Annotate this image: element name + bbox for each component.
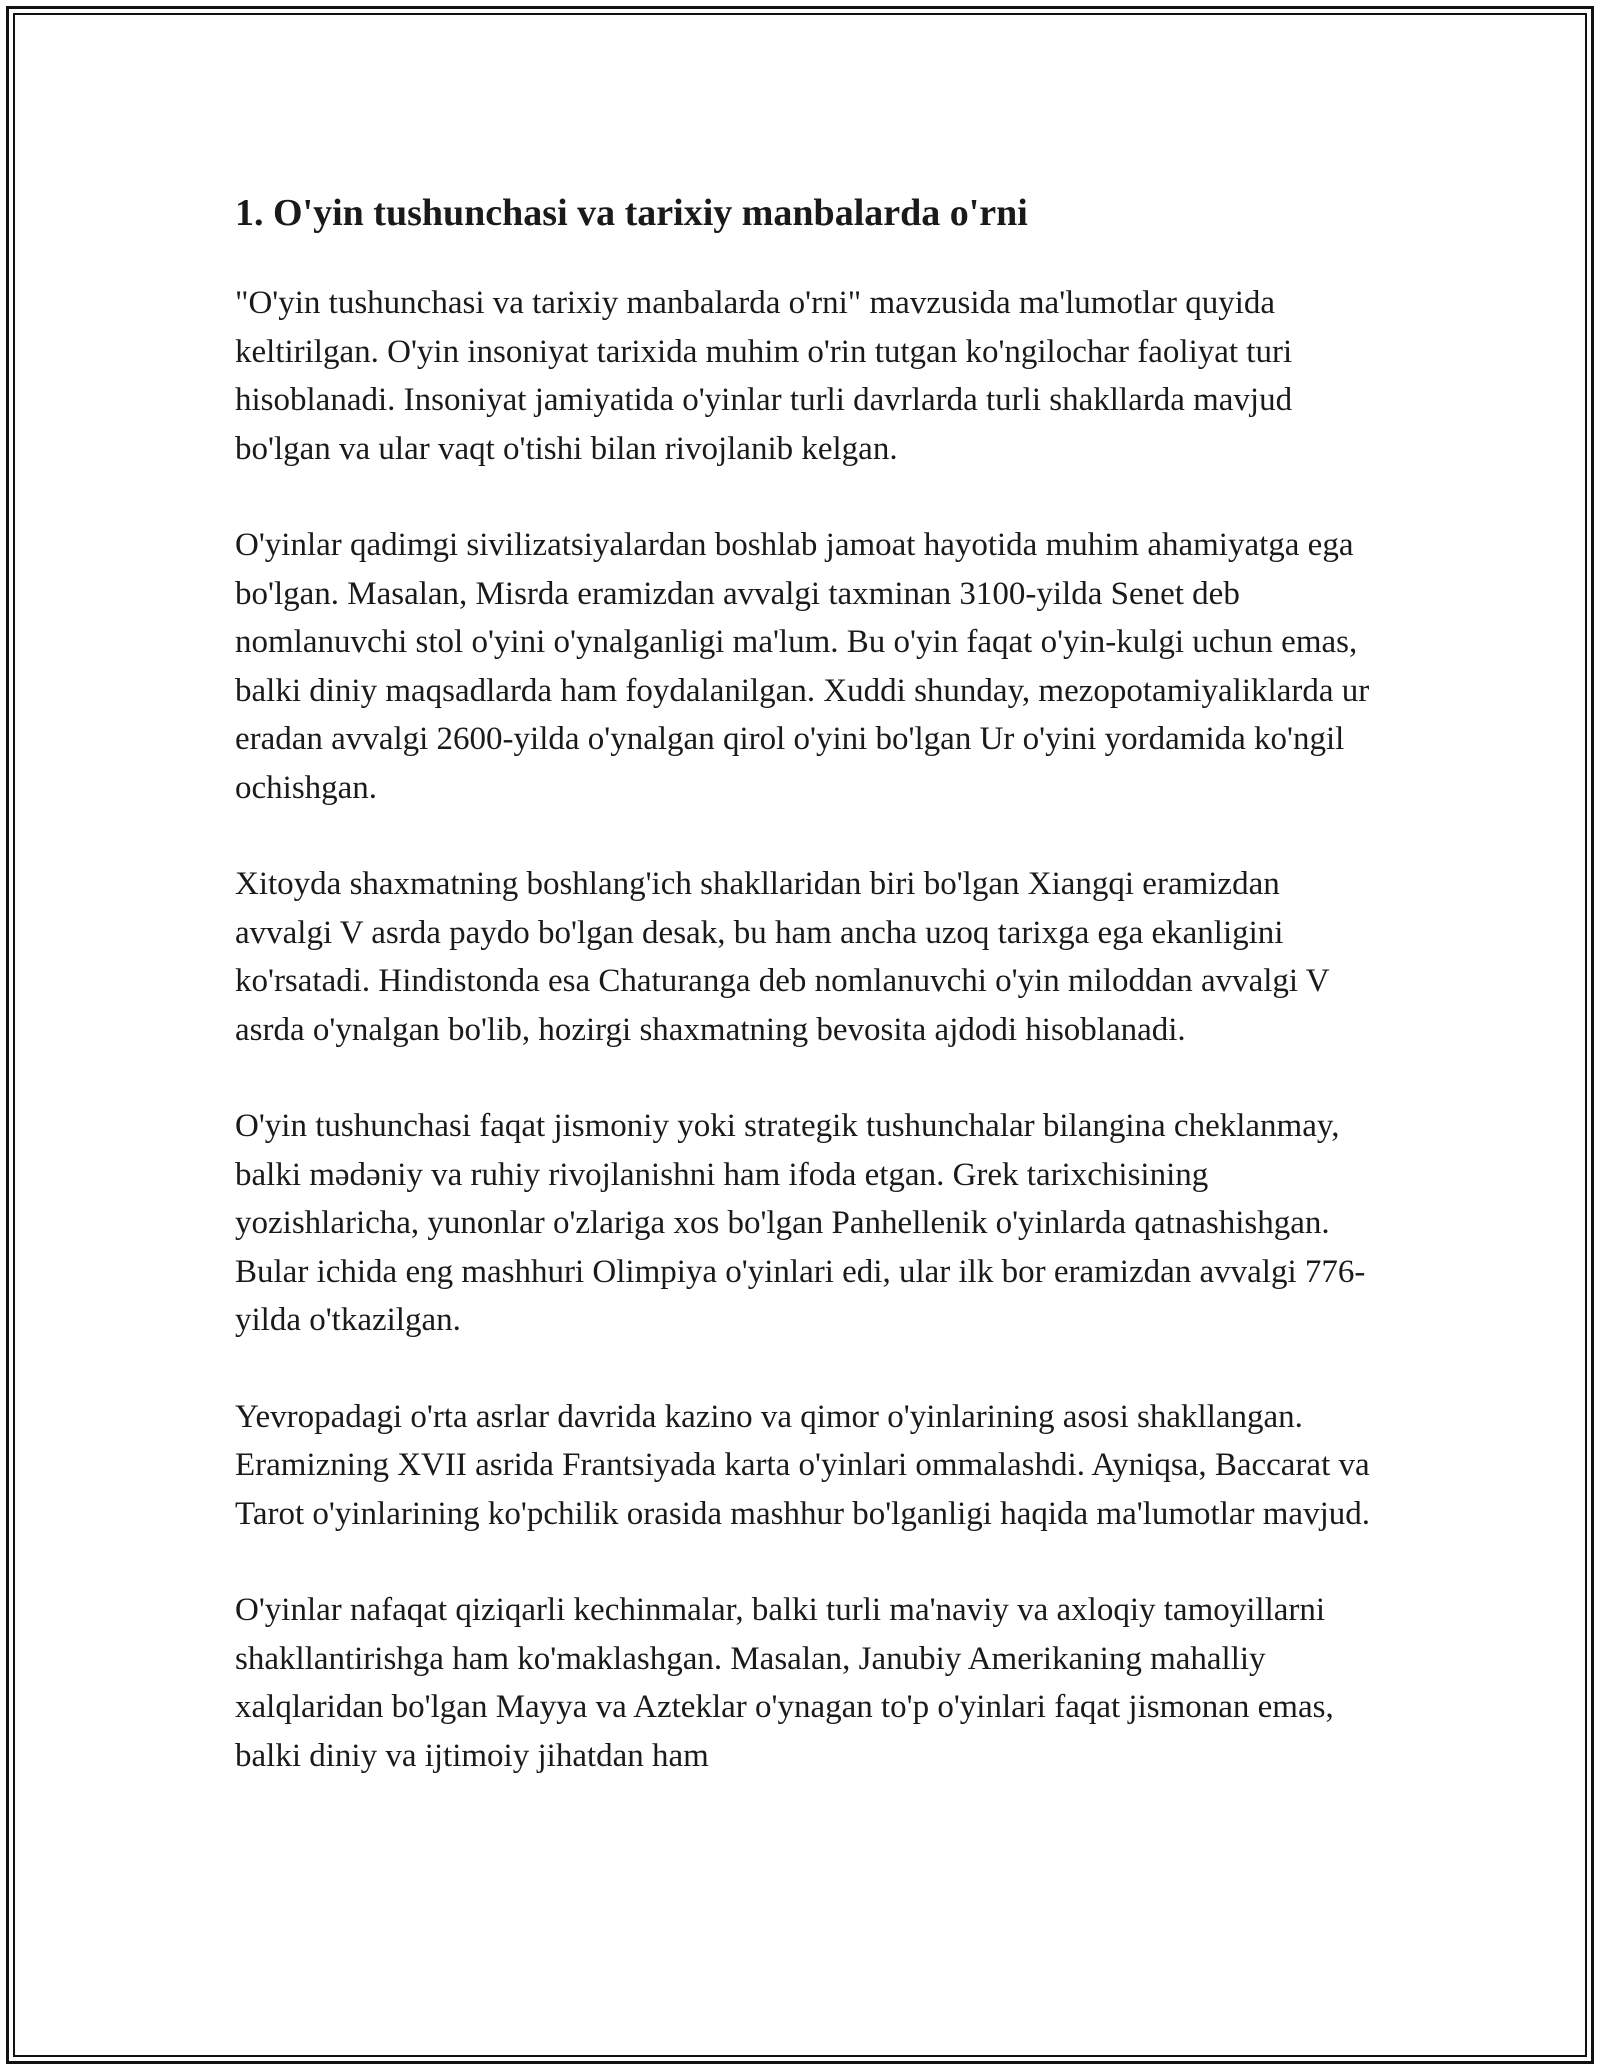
paragraph-china-india: Xitoyda shaxmatning boshlang'ich shakllaridan biri bo'lgan Xiangqi eramizdan avvalgi V asrda paydo bo'lgan desak, bu ham ancha uzoq tarixga ega ekanligini ko'rsatadi. Hindistonda esa Chaturanga deb nomlanuvchi o'yin miloddan avvalgi V asrda o'ynalgan bo'lib, hozirgi shaxmatning bevosita ajdodi hisoblanadi.	[235, 866, 1329, 1048]
paragraph-ancient-civilizations: O'yinlar qadimgi sivilizatsiyalardan boshlab jamoat hayotida muhim ahamiyatga ega bo'lgan. Masalan, Misrda eramizdan avvalgi taxminan 3100-yilda Senet deb nomlanuvchi stol o'yini o'ynalganligi ma'lum. Bu o'yin faqat o'yin-kulgi uchun emas, balki diniy maqsadlarda ham foydalanilgan. Xuddi shunday, mezopotamiyaliklarda ur eradan avvalgi 2600-yilda o'ynalgan qirol o'yini bo'lgan Ur o'yini yordamida ko'ngil ochishgan.	[235, 527, 1370, 806]
document-page	[235, 183, 1375, 1828]
paragraph-medieval-europe: Yevropadagi o'rta asrlar davrida kazino va qimor o'yinlarining asosi shakllangan. Eramizning XVII asrida Frantsiyada karta o'yinlari ommalashdi. Ayniqsa, Baccarat va Tarot o'yinlarining ko'pchilik orasida mashhur bo'lganligi haqida ma'lumotlar mavjud.	[235, 1398, 1370, 1532]
document-title: 1. O'yin tushunchasi va tarixiy manbalarda o'rni	[235, 192, 1028, 234]
paragraph-moral-principles: O'yinlar nafaqat qiziqarli kechinmalar, balki turli ma'naviy va axloqiy tamoyillarni shakllantirishga ham ko'maklashgan. Masalan, Janubiy Amerikaning mahalliy xalqlaridan bo'lgan Mayya va Azteklar o'ynagan to'p o'yinlari faqat jismonan emas, balki diniy va ijtimoiy jihatdan ham	[235, 1592, 1334, 1774]
paragraph-introduction: "O'yin tushunchasi va tarixiy manbalarda o'rni" mavzusida ma'lumotlar quyida keltirilgan. O'yin insoniyat tarixida muhim o'rin tutgan ko'ngilochar faoliyat turi hisoblanadi. Insoniyat jamiyatida o'yinlar turli davrlarda turli shakllarda mavjud bo'lgan va ular vaqt o'tishi bilan rivojlanib kelgan.	[235, 285, 1293, 467]
paragraph-greek-games: O'yin tushunchasi faqat jismoniy yoki strategik tushunchalar bilangina cheklanmay, balki mədəniy va ruhiy rivojlanishni ham ifoda etgan. Grek tarixchisining yozishlaricha, yunonlar o'zlariga xos bo'lgan Panhellenik o'yinlarda qatnashishgan. Bular ichida eng mashhuri Olimpiya o'yinlari edi, ular ilk bor eramizdan avvalgi 776-yilda o'tkazilgan.	[235, 1108, 1366, 1338]
